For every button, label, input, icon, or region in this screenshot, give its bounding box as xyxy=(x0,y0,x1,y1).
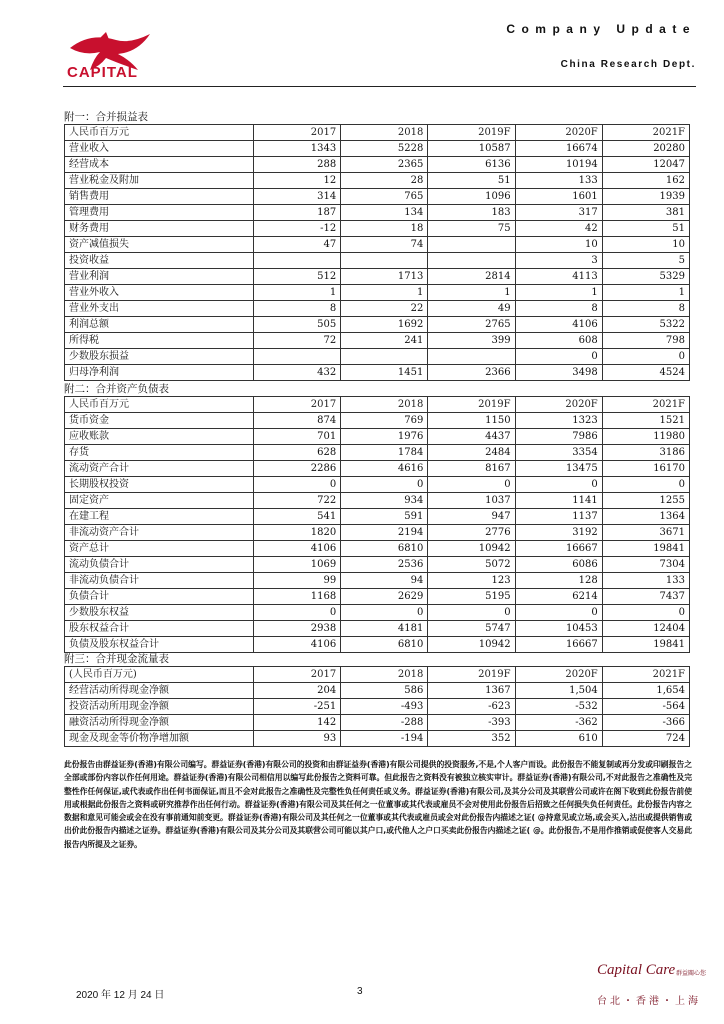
table-row xyxy=(65,621,690,637)
cell-value: 1069 xyxy=(254,557,341,573)
cell-value: 1939 xyxy=(602,189,689,205)
cell-value xyxy=(341,349,428,365)
cell-value: 0 xyxy=(602,605,689,621)
row-label: 所得税 xyxy=(65,333,254,349)
cell-value: 2776 xyxy=(428,525,515,541)
row-label: 长期股权投资 xyxy=(65,477,254,493)
cell-value: 628 xyxy=(254,445,341,461)
row-label: 股东权益合计 xyxy=(65,621,254,637)
table-row xyxy=(65,461,690,477)
income-statement-section xyxy=(64,110,690,381)
row-label: 归母净利润 xyxy=(65,365,254,381)
cell-value: 1141 xyxy=(515,493,602,509)
cell-value: 1784 xyxy=(341,445,428,461)
cell-value: -362 xyxy=(515,715,602,731)
row-label: 投资活动所用现金净额 xyxy=(65,699,254,715)
cell-value: 12404 xyxy=(602,621,689,637)
cell-value: 1 xyxy=(428,285,515,301)
cell-value: -393 xyxy=(428,715,515,731)
balance-sheet-title: 附二：合并资产负债表 xyxy=(64,383,169,395)
cell-value: 724 xyxy=(602,731,689,747)
cell-value: 42 xyxy=(515,221,602,237)
cell-value: 6810 xyxy=(341,541,428,557)
logo-text: CAPITAL xyxy=(67,64,138,81)
row-label: 流动资产合计 xyxy=(65,461,254,477)
cell-value: 5195 xyxy=(428,589,515,605)
cell-value: 4437 xyxy=(428,429,515,445)
table-row xyxy=(65,349,690,365)
cell-value: 541 xyxy=(254,509,341,525)
column-header-label: 人民币百万元 xyxy=(65,125,254,141)
cell-value: 3192 xyxy=(515,525,602,541)
cell-value: 2629 xyxy=(341,589,428,605)
row-label: 应收账款 xyxy=(65,429,254,445)
cell-value: 7304 xyxy=(602,557,689,573)
cell-value xyxy=(428,237,515,253)
table-row xyxy=(65,637,690,653)
table-row xyxy=(65,269,690,285)
table-row xyxy=(65,413,690,429)
cell-value: 19841 xyxy=(602,637,689,653)
cell-value: 3186 xyxy=(602,445,689,461)
cell-value: 28 xyxy=(341,173,428,189)
cell-value: 4616 xyxy=(341,461,428,477)
cell-value: 1037 xyxy=(428,493,515,509)
cell-value: 0 xyxy=(515,349,602,365)
table-row xyxy=(65,205,690,221)
cell-value: 0 xyxy=(428,477,515,493)
cell-value: 2365 xyxy=(341,157,428,173)
cell-value: -623 xyxy=(428,699,515,715)
row-label: 资产总计 xyxy=(65,541,254,557)
cell-value: 2484 xyxy=(428,445,515,461)
table-row xyxy=(65,605,690,621)
row-label: 资产减值损失 xyxy=(65,237,254,253)
column-header-year: 2018 xyxy=(341,125,428,141)
cell-value: 5 xyxy=(602,253,689,269)
table-row xyxy=(65,285,690,301)
table-row xyxy=(65,493,690,509)
cell-value xyxy=(254,253,341,269)
balance-sheet-table xyxy=(64,396,690,653)
cell-value: 49 xyxy=(428,301,515,317)
cash-flow-section xyxy=(64,652,690,747)
cell-value: 947 xyxy=(428,509,515,525)
table-row xyxy=(65,557,690,573)
cell-value: 0 xyxy=(341,605,428,621)
cell-value: 1343 xyxy=(254,141,341,157)
column-header-year: 2019F xyxy=(428,125,515,141)
cell-value: 10587 xyxy=(428,141,515,157)
cell-value: 5329 xyxy=(602,269,689,285)
cell-value: 19841 xyxy=(602,541,689,557)
table-row xyxy=(65,365,690,381)
cell-value: 133 xyxy=(515,173,602,189)
cell-value: 765 xyxy=(341,189,428,205)
row-label: 在建工程 xyxy=(65,509,254,525)
table-row xyxy=(65,189,690,205)
cell-value: 7437 xyxy=(602,589,689,605)
cell-value: 0 xyxy=(602,477,689,493)
table-row xyxy=(65,221,690,237)
capital-care-cn: 群益關心您 xyxy=(676,970,707,977)
cell-value: 1 xyxy=(515,285,602,301)
cell-value: 72 xyxy=(254,333,341,349)
table-header-row xyxy=(65,667,690,683)
cell-value: 1137 xyxy=(515,509,602,525)
cell-value: 288 xyxy=(254,157,341,173)
table-header-row xyxy=(65,125,690,141)
table-row xyxy=(65,683,690,699)
row-label: 经营活动所得现金净额 xyxy=(65,683,254,699)
cell-value: 6136 xyxy=(428,157,515,173)
cell-value: 93 xyxy=(254,731,341,747)
table-row xyxy=(65,573,690,589)
cell-value: 5747 xyxy=(428,621,515,637)
row-label: 少数股东损益 xyxy=(65,349,254,365)
cell-value: 1 xyxy=(602,285,689,301)
cell-value: 1601 xyxy=(515,189,602,205)
column-header-year: 2017 xyxy=(254,125,341,141)
cell-value: 8 xyxy=(515,301,602,317)
cell-value: 187 xyxy=(254,205,341,221)
cell-value: 4106 xyxy=(254,637,341,653)
row-label: 财务费用 xyxy=(65,221,254,237)
row-label: 营业税金及附加 xyxy=(65,173,254,189)
income-statement-title: 附一：合并损益表 xyxy=(64,111,148,123)
cell-value: 586 xyxy=(341,683,428,699)
cell-value: 241 xyxy=(341,333,428,349)
cell-value: 10194 xyxy=(515,157,602,173)
cell-value: 123 xyxy=(428,573,515,589)
cell-value: 314 xyxy=(254,189,341,205)
cell-value: 162 xyxy=(602,173,689,189)
column-header-year: 2017 xyxy=(254,397,341,413)
cell-value: 2938 xyxy=(254,621,341,637)
cell-value: 7986 xyxy=(515,429,602,445)
table-row xyxy=(65,541,690,557)
column-header-year: 2019F xyxy=(428,667,515,683)
cell-value: 18 xyxy=(341,221,428,237)
cell-value: 12 xyxy=(254,173,341,189)
report-type: Company Update xyxy=(506,22,696,36)
row-label: 销售费用 xyxy=(65,189,254,205)
cell-value: 2765 xyxy=(428,317,515,333)
cell-value: 6086 xyxy=(515,557,602,573)
cell-value: 0 xyxy=(515,477,602,493)
table-row xyxy=(65,141,690,157)
row-label: 融资活动所得现金净额 xyxy=(65,715,254,731)
cash-flow-title: 附三：合并现金流量表 xyxy=(64,653,169,665)
row-label: 营业收入 xyxy=(65,141,254,157)
cash-flow-table xyxy=(64,666,690,747)
cell-value: -12 xyxy=(254,221,341,237)
cell-value: 1 xyxy=(254,285,341,301)
table-row xyxy=(65,589,690,605)
row-label: 投资收益 xyxy=(65,253,254,269)
cell-value: 0 xyxy=(254,477,341,493)
column-header-year: 2021F xyxy=(602,397,689,413)
table-row xyxy=(65,477,690,493)
cell-value: 99 xyxy=(254,573,341,589)
cell-value: 13475 xyxy=(515,461,602,477)
cell-value: 133 xyxy=(602,573,689,589)
cell-value: 51 xyxy=(428,173,515,189)
column-header-year: 2021F xyxy=(602,125,689,141)
page-number: 3 xyxy=(357,986,363,997)
column-header-year: 2021F xyxy=(602,667,689,683)
column-header-year: 2018 xyxy=(341,397,428,413)
cell-value: 75 xyxy=(428,221,515,237)
row-label: 营业外支出 xyxy=(65,301,254,317)
row-label: 非流动资产合计 xyxy=(65,525,254,541)
cell-value: -194 xyxy=(341,731,428,747)
cell-value: 11980 xyxy=(602,429,689,445)
income-statement-table xyxy=(64,124,690,381)
row-label: 经营成本 xyxy=(65,157,254,173)
cell-value: 10942 xyxy=(428,637,515,653)
row-label: 利润总额 xyxy=(65,317,254,333)
cell-value: 1692 xyxy=(341,317,428,333)
table-row xyxy=(65,699,690,715)
cell-value: 1367 xyxy=(428,683,515,699)
row-label: 营业利润 xyxy=(65,269,254,285)
row-label: 负债及股东权益合计 xyxy=(65,637,254,653)
cell-value: 6810 xyxy=(341,637,428,653)
cell-value: 4106 xyxy=(254,541,341,557)
table-row xyxy=(65,731,690,747)
table-row xyxy=(65,173,690,189)
cell-value: 5322 xyxy=(602,317,689,333)
cell-value: 47 xyxy=(254,237,341,253)
cell-value: 2814 xyxy=(428,269,515,285)
cell-value: 1323 xyxy=(515,413,602,429)
cell-value: 0 xyxy=(602,349,689,365)
cell-value: 0 xyxy=(254,605,341,621)
cell-value: 204 xyxy=(254,683,341,699)
cell-value: 94 xyxy=(341,573,428,589)
cell-value xyxy=(428,349,515,365)
cell-value: 1451 xyxy=(341,365,428,381)
table-header-row xyxy=(65,397,690,413)
capital-care-logo: Capital Care xyxy=(597,962,676,978)
disclaimer-text: 此份报告由群益证券(香港)有限公司编写。群益证券(香港)有限公司的投资和由群证益券(香港)有限公司提供的投资服务,不是,个人客户而设。此份报告不能复制或再分发或印刷报告之全部或部份内容以作任何用途。群益证券(香港)有限公司相信用以编写此份报告之资料可靠。但此报告之资料没有被独立核实审计。群益证券(香港)有限公司,不对此报告之准确性及完整性作任何保证,或代表或作出任何书面保证,而且不会对此报告之准确性及完整性负任何责任或义务。群益证券(香港)有限公司,及其分公司及其联营公司或许在阁下收到此份报告前使用或根据此份报告之资料或研究推荐作出任何行动。群益证券(香港)有限公司及其任何之一位董事或其代表或雇员不会对使用此份报告后招致之任何损失负任何责任。此份报告内容之数据和意见可能会或会在没有事前通知前变更。群益证券(香港)有限公司及其任何之一位董事或其代表或雇员或会对此份报告内描述之证( @持意见或立场,或会买入,沽出或提供销售或出价此份报告内描述之证券。群益证券(香港)有限公司及其分公司及其联营公司可能以其户口,或代他人之户口买卖此份报告内描述之证( @。此份报告,不是用作推销或促使客人交易此报告内所提及之证券。 xyxy=(64,760,692,849)
cell-value: 769 xyxy=(341,413,428,429)
cell-value: -251 xyxy=(254,699,341,715)
row-label: 固定资产 xyxy=(65,493,254,509)
cell-value: 1521 xyxy=(602,413,689,429)
department: China Research Dept. xyxy=(560,59,696,70)
cell-value: 0 xyxy=(428,605,515,621)
cell-value: 16667 xyxy=(515,541,602,557)
cell-value: 6214 xyxy=(515,589,602,605)
column-header-year: 2020F xyxy=(515,397,602,413)
cell-value: 142 xyxy=(254,715,341,731)
cell-value: 1364 xyxy=(602,509,689,525)
column-header-year: 2020F xyxy=(515,667,602,683)
table-row xyxy=(65,157,690,173)
cell-value: 10 xyxy=(602,237,689,253)
cell-value: 3354 xyxy=(515,445,602,461)
cell-value: 22 xyxy=(341,301,428,317)
row-label: 货币资金 xyxy=(65,413,254,429)
cell-value: 4106 xyxy=(515,317,602,333)
cell-value: 2286 xyxy=(254,461,341,477)
cell-value: 608 xyxy=(515,333,602,349)
cell-value: 352 xyxy=(428,731,515,747)
cell-value: 2366 xyxy=(428,365,515,381)
cell-value: 1,654 xyxy=(602,683,689,699)
cell-value: 512 xyxy=(254,269,341,285)
row-label: 流动负债合计 xyxy=(65,557,254,573)
column-header-label: (人民币百万元) xyxy=(65,667,254,683)
cell-value: 722 xyxy=(254,493,341,509)
cell-value: 399 xyxy=(428,333,515,349)
cell-value: 74 xyxy=(341,237,428,253)
footer-cities: 台北・香港・上海 xyxy=(597,996,701,1007)
cell-value: 874 xyxy=(254,413,341,429)
cell-value: 16170 xyxy=(602,461,689,477)
cell-value: 3671 xyxy=(602,525,689,541)
cell-value: 2536 xyxy=(341,557,428,573)
column-header-label: 人民币百万元 xyxy=(65,397,254,413)
cell-value: 4524 xyxy=(602,365,689,381)
table-row xyxy=(65,525,690,541)
cell-value: 1255 xyxy=(602,493,689,509)
cell-value: 3498 xyxy=(515,365,602,381)
row-label: 非流动负债合计 xyxy=(65,573,254,589)
cell-value: 20280 xyxy=(602,141,689,157)
table-row xyxy=(65,509,690,525)
cell-value: -532 xyxy=(515,699,602,715)
row-label: 管理费用 xyxy=(65,205,254,221)
cell-value: 1713 xyxy=(341,269,428,285)
cell-value: -288 xyxy=(341,715,428,731)
cell-value: 183 xyxy=(428,205,515,221)
column-header-year: 2017 xyxy=(254,667,341,683)
table-row xyxy=(65,445,690,461)
table-row xyxy=(65,333,690,349)
cell-value: -564 xyxy=(602,699,689,715)
report-date: 2020 年 12 月 24 日 xyxy=(76,990,165,1001)
cell-value: 610 xyxy=(515,731,602,747)
cell-value: 934 xyxy=(341,493,428,509)
row-label: 营业外收入 xyxy=(65,285,254,301)
cell-value: 5072 xyxy=(428,557,515,573)
cell-value: 381 xyxy=(602,205,689,221)
cell-value: 128 xyxy=(515,573,602,589)
cell-value: 2194 xyxy=(341,525,428,541)
cell-value: 701 xyxy=(254,429,341,445)
cell-value: 317 xyxy=(515,205,602,221)
cell-value: 8 xyxy=(254,301,341,317)
table-row xyxy=(65,301,690,317)
balance-sheet-section xyxy=(64,382,690,653)
row-label: 现金及现金等价物净增加额 xyxy=(65,731,254,747)
cell-value: 3 xyxy=(515,253,602,269)
cell-value xyxy=(341,253,428,269)
cell-value: -493 xyxy=(341,699,428,715)
cell-value: 51 xyxy=(602,221,689,237)
cell-value: 1976 xyxy=(341,429,428,445)
row-label: 存货 xyxy=(65,445,254,461)
cell-value: 1 xyxy=(341,285,428,301)
cell-value: 798 xyxy=(602,333,689,349)
cell-value xyxy=(254,349,341,365)
cell-value: 4181 xyxy=(341,621,428,637)
cell-value: -366 xyxy=(602,715,689,731)
column-header-year: 2019F xyxy=(428,397,515,413)
cell-value: 1150 xyxy=(428,413,515,429)
table-row xyxy=(65,253,690,269)
cell-value: 0 xyxy=(341,477,428,493)
cell-value: 1,504 xyxy=(515,683,602,699)
column-header-year: 2020F xyxy=(515,125,602,141)
table-row xyxy=(65,429,690,445)
cell-value: 591 xyxy=(341,509,428,525)
cell-value: 1820 xyxy=(254,525,341,541)
cell-value: 12047 xyxy=(602,157,689,173)
row-label: 负债合计 xyxy=(65,589,254,605)
row-label: 少数股东权益 xyxy=(65,605,254,621)
cell-value: 10942 xyxy=(428,541,515,557)
cell-value: 8 xyxy=(602,301,689,317)
cell-value xyxy=(428,253,515,269)
cell-value: 10453 xyxy=(515,621,602,637)
cell-value: 5228 xyxy=(341,141,428,157)
cell-value: 432 xyxy=(254,365,341,381)
table-row xyxy=(65,715,690,731)
cell-value: 4113 xyxy=(515,269,602,285)
column-header-year: 2018 xyxy=(341,667,428,683)
cell-value: 16674 xyxy=(515,141,602,157)
cell-value: 10 xyxy=(515,237,602,253)
cell-value: 505 xyxy=(254,317,341,333)
cell-value: 1096 xyxy=(428,189,515,205)
header-divider xyxy=(63,86,696,87)
cell-value: 0 xyxy=(515,605,602,621)
table-row xyxy=(65,317,690,333)
cell-value: 8167 xyxy=(428,461,515,477)
table-row xyxy=(65,237,690,253)
cell-value: 134 xyxy=(341,205,428,221)
cell-value: 1168 xyxy=(254,589,341,605)
cell-value: 16667 xyxy=(515,637,602,653)
